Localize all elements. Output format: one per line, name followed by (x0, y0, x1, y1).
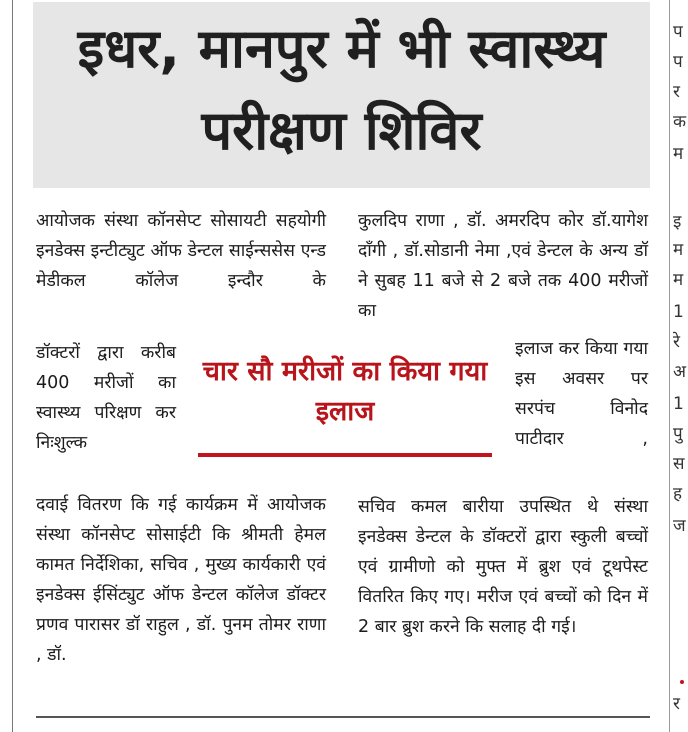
adjacent-fragment-glyph: स (673, 454, 685, 474)
adjacent-fragment-glyph: म (673, 144, 684, 164)
left-column-rule (12, 0, 13, 732)
adjacent-fragment-glyph: प (673, 22, 683, 42)
adjacent-fragment-glyph: 1 (673, 302, 684, 322)
adjacent-fragment-glyph: ह (673, 484, 683, 504)
right-column-para-1: कुलदिप राणा , डॉ. अमरदिप कोर डॉ.यागेश दाँगी , डॉ.सोडानी नेमा ,एवं डेन्टल के अन्य डॉ ने सुबह 11 बजे से 2 बजे तक 400 मरीजों का (358, 211, 648, 321)
adjacent-fragment-glyph: अ (673, 362, 686, 382)
adjacent-fragment-glyph: म (673, 240, 684, 260)
adjacent-fragment-glyph: पु (673, 424, 683, 444)
adjacent-fragment-glyph: प (673, 52, 683, 72)
right-column-rule (669, 0, 670, 732)
adjacent-fragment-glyph: र (673, 82, 680, 102)
right-column-para-2: इलाज कर किया गया इस अवसर पर सरपंच विनोद पाटीदार , (515, 339, 648, 449)
left-column-para-1: आयोजक संस्था कॉनसेप्ट सोसायटी सहयोगी इनडेक्स इन्टीट्युट ऑफ डेन्टल साईन्ससेस एन्ड मेडीकल कॉलेज इन्दौर के (36, 211, 326, 291)
adjacent-fragment-glyph: क (673, 112, 687, 132)
adjacent-red-bullet (680, 680, 684, 684)
adjacent-fragment-glyph: म (673, 270, 684, 290)
adjacent-fragment-glyph: रे (673, 332, 680, 352)
bottom-rule (36, 716, 650, 718)
subheading: चार सौ मरीजों का किया गया इलाज (202, 356, 488, 427)
left-column-para-2: डॉक्टरों द्वारा करीब 400 मरीजों का स्वास्थ्य परिक्षण कर निःशुल्क (36, 343, 176, 453)
adjacent-article-fragment (673, 0, 688, 732)
headline: इधर, मानपुर में भी स्वास्थ्य परीक्षण शिविर (77, 17, 606, 162)
adjacent-fragment-glyph: ज (673, 516, 686, 536)
subheading-underline (198, 453, 492, 457)
left-column-para-3: दवाई वितरण कि गई कार्यक्रम में आयोजक संस्था कॉनसेप्ट सोसाईटी कि श्रीमती हेमल कामत निर्देशिका, सचिव , मुख्य कार्यकारी एवं इनडेक्स ईसिंट्युट ऑफ डेन्टल कॉलेज डॉक्टर प्रणव पारासर डॉ राहुल , डॉ. पुनम तोमर राणा , डॉ. (36, 495, 326, 665)
adjacent-fragment-glyph: र (673, 694, 680, 714)
right-column-para-3: सचिव कमल बारीया उपस्थित थे संस्था इनडेक्स डेन्टल के डॉक्टरों द्वारा स्कुली बच्चों एवं ग्रामीणो को मुफ्त में ब्रुश एवं टूथपेस्ट वितरित किए गए। मरीज एवं बच्चों को दिन में 2 बार ब्रुश करने कि सलाह दी गई। (358, 497, 648, 637)
adjacent-fragment-glyph: इ (673, 212, 682, 232)
adjacent-fragment-glyph: 1 (673, 394, 684, 414)
